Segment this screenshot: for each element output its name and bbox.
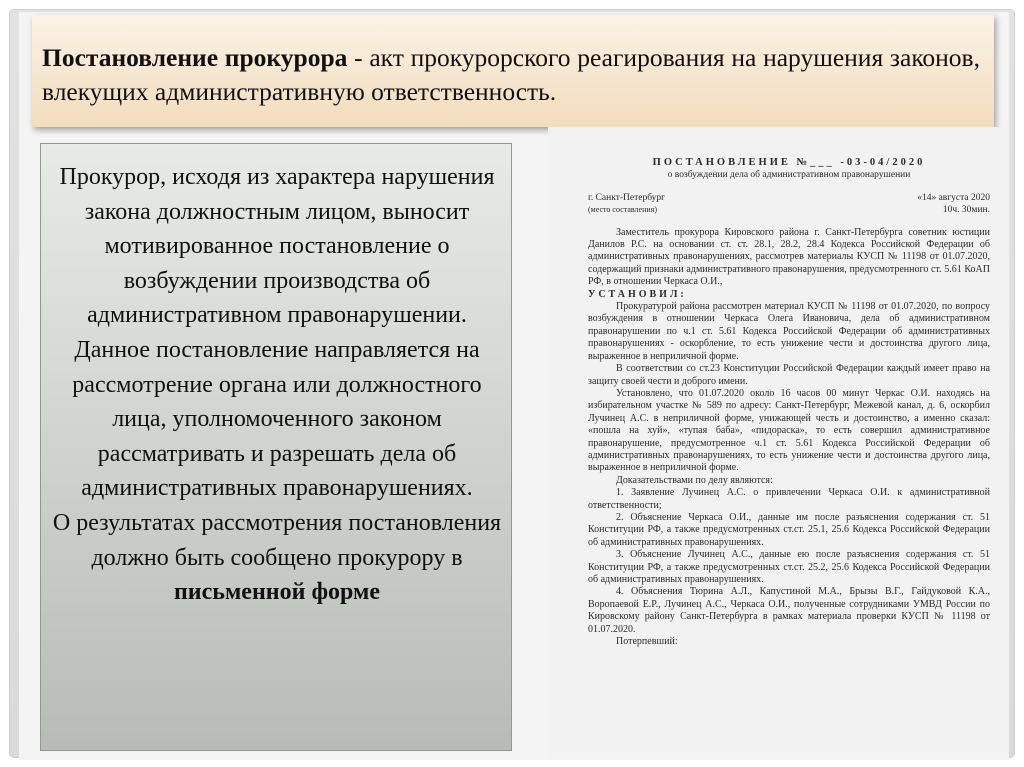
document-scan — [548, 127, 1008, 759]
doc-evidence-4: 4. Объяснения Тюрина А.Л., Капустиной М.А., Брызы В.Г., Гайдуковой К.А., Воропаевой Е.Р., Лучинец А.С., Черкаса О.И., полученные сотрудниками УМВД России по Кировскому району Санкт-Петербурга в рамках материала проверки КУСП № 11198 от 01.07.2020. — [588, 586, 990, 635]
doc-evidence-1: 1. Заявление Лучинец А.С. о привлечении Черкаса О.И. к административной ответственности; — [588, 487, 990, 511]
doc-subheading: о возбуждении дела об административном правонарушении — [667, 170, 911, 181]
left-para-3-bold: письменной форме — [173, 579, 381, 606]
doc-time: 10ч. 30мин. — [942, 205, 990, 216]
doc-intro: Заместитель прокурора Кировского района г. Санкт-Петербурга советник юстиции Данилов Р.С. на основании ст. ст. 28.1, 28.2, 28.4 Кодекса Российской Федерации об административных правонарушениях, рассмотрев материалы КУСП № 11198 от 01.07.2020, содержащий признаки административного правонарушения, предусмотренного ст. 5.61 КоАП РФ, в отношении Черкаса О.И., — [588, 226, 990, 288]
doc-para-4: Доказательствами по делу являются: — [616, 474, 773, 486]
document-body — [588, 157, 990, 648]
left-para-3 — [48, 506, 506, 610]
doc-para-1: Прокуратурой района рассмотрен материал КУСП № 11198 от 01.07.2020, по вопросу возбуждения в отношении Черкаса Олега Ивановича, дела об административном правонарушении по ч.1 ст. 5.61 Кодекса Российской Федерации об административных правонарушениях - оскорбление, то есть унижение чести и достоинства другого лица, выраженное в неприличной форме. — [588, 301, 990, 362]
doc-city: г. Санкт-Петербург — [588, 192, 666, 203]
doc-heading: ПОСТАНОВЛЕНИЕ №___ -03-04/2020 — [652, 157, 926, 168]
left-para-3-text: О результатах рассмотрения постановления должно быть сообщено прокурору в — [52, 509, 502, 571]
doc-date: «14» августа 2020 — [917, 192, 990, 203]
title-bold: Постановление прокурора — [42, 43, 348, 72]
doc-para-3: Установлено, что 01.07.2020 около 16 часов 00 минут Черкас О.И. находясь на избирательном участке № 589 по адресу: Санкт-Петербург, Межевой канал, д. 6, оскорбил Лучинец А.С. в неприличной форме, унижающей честь и достоинство, а именно сказал: «пошла на хуй», «тупая баба», «пидораска», то есть совершил административное правонарушение, предусмотренное ч.1 ст. 5.61 Кодекса Российской Федерации об административных правонарушениях, то есть унижение чести и достоинства другого лица, выраженное в неприличной форме. — [588, 387, 990, 474]
left-para-1: Прокурор, исходя из характера нарушения закона должностным лицом, выносит мотивированное постановление о возбуждении производства об административном правонарушении. — [59, 164, 495, 329]
doc-place-date-row — [588, 192, 990, 217]
doc-datetime — [917, 192, 990, 217]
doc-evidence-2: 2. Объяснение Черкаса О.И., данные им после разъяснения содержания ст. 51 Конституции РФ, а также предусмотренных ст.ст. 25.1, 25.6 Кодекса Российской Федерации об административных правонарушениях. — [588, 511, 990, 548]
doc-place — [588, 192, 665, 217]
left-para-2: Данное постановление направляется на рассмотрение органа или должностного лица, уполномоченного законом рассматривать и разрешать дела об административных правонарушениях. — [72, 336, 482, 502]
left-panel-text — [48, 160, 506, 610]
title-rest: - акт прокурорского реагирования на нарушения законов, влекущих административную ответственность. — [42, 43, 980, 106]
doc-ustanovil: УСТАНОВИЛ: — [588, 288, 687, 300]
doc-closing: Потерпевший: — [616, 636, 678, 648]
doc-para-2: В соответствии со ст.23 Конституции Российской Федерации каждый имеет право на защиту своей чести и доброго имени. — [588, 363, 990, 387]
slide-title — [42, 41, 980, 109]
doc-place-label: (место составления) — [588, 205, 657, 215]
doc-evidence-3: 3. Объяснение Лучинец А.С., данные ею после разъяснения содержания ст. 51 Конституции РФ, а также предусмотренных ст.ст. 25.2, 25.6 Кодекса Российской Федерации об административных правонарушениях. — [588, 549, 990, 585]
